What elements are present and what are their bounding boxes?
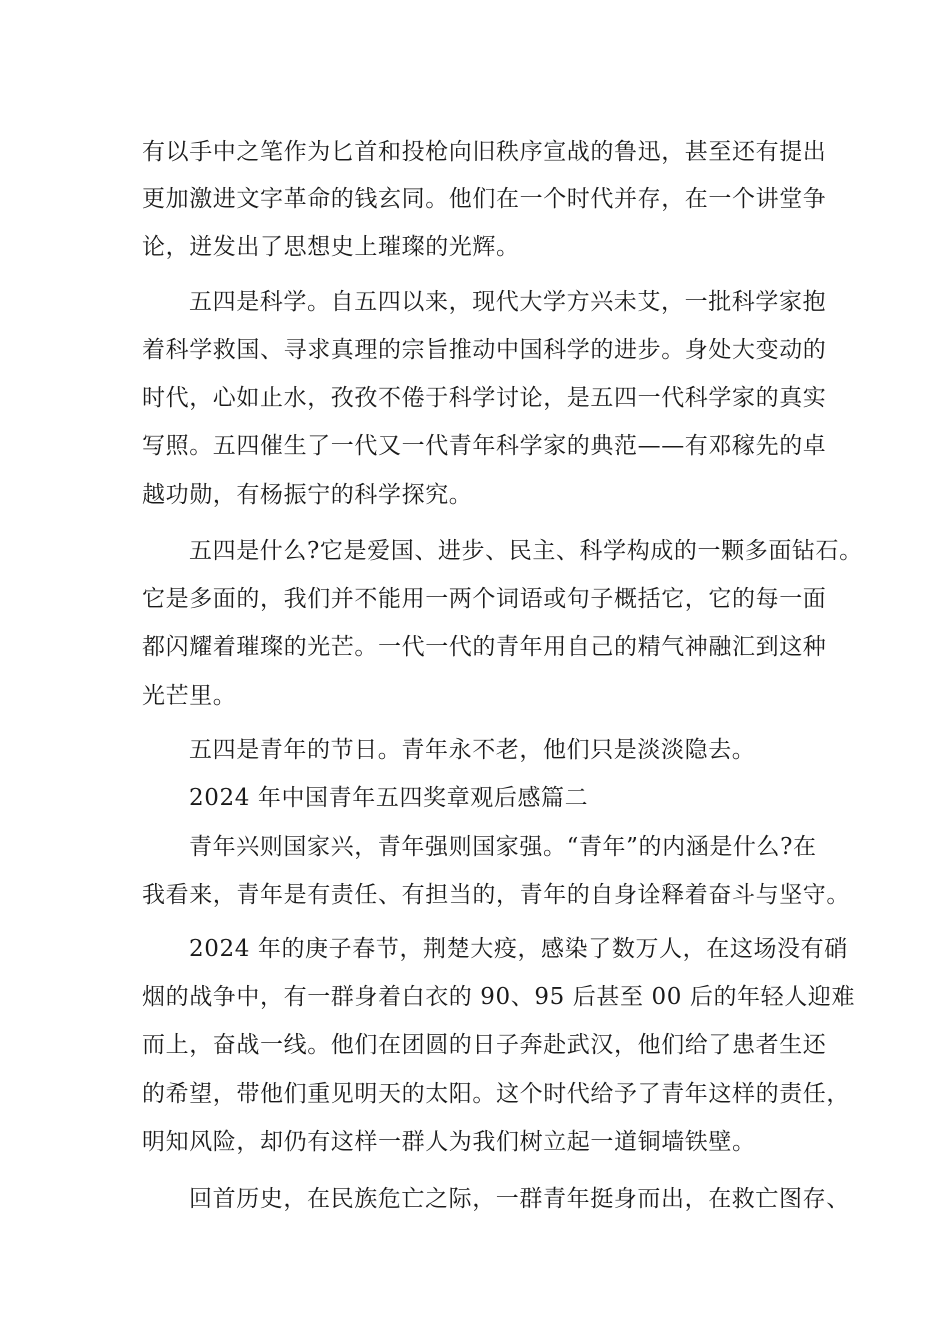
text-line: 写照。五四催生了一代又一代青年科学家的典范——有邓稼先的卓 [142,433,827,459]
text-line: 都闪耀着璀璨的光芒。一代一代的青年用自己的精气神融汇到这种 [142,634,827,660]
text-line: 论，迸发出了思想史上璀璨的光辉。 [142,234,520,260]
text-line: 2024 年的庚子春节，荆楚大疫，感染了数万人，在这场没有硝 [189,936,848,962]
text-line: 而上，奋战一线。他们在团圆的日子奔赴武汉，他们给了患者生还 [142,1032,827,1058]
text-line: 的希望，带他们重见明天的太阳。这个时代给予了青年这样的责任， [142,1081,850,1107]
text-line: 越功勋，有杨振宁的科学探究。 [142,482,473,508]
text-line: 青年兴则国家兴，青年强则国家强。“青年”的内涵是什么?在 [189,834,817,860]
text-line: 回首历史，在民族危亡之际，一群青年挺身而出，在救亡图存、 [189,1186,850,1212]
text-line: 有以手中之笔作为匕首和投枪向旧秩序宣战的鲁迅，甚至还有提出 [142,139,827,165]
text-line: 更加激进文字革命的钱玄同。他们在一个时代并存，在一个讲堂争 [142,186,827,212]
text-line: 烟的战争中，有一群身着白衣的 90、95 后甚至 00 后的年轻人迎难 [142,984,856,1010]
text-line: 五四是科学。自五四以来，现代大学方兴未艾，一批科学家抱 [189,289,827,315]
text-line: 光芒里。 [142,683,237,709]
text-line: 五四是青年的节日。青年永不老，他们只是淡淡隐去。 [189,737,756,763]
text-line: 它是多面的，我们并不能用一两个词语或句子概括它，它的每一面 [142,586,827,612]
text-line: 着科学救国、寻求真理的宗旨推动中国科学的进步。身处大变动的 [142,337,827,363]
text-line: 时代，心如止水，孜孜不倦于科学讨论，是五四一代科学家的真实 [142,385,827,411]
text-line: 明知风险，却仍有这样一群人为我们树立起一道铜墙铁壁。 [142,1129,756,1155]
text-line: 我看来，青年是有责任、有担当的，青年的自身诠释着奋斗与坚守。 [142,882,850,908]
text-line: 五四是什么?它是爱国、进步、民主、科学构成的一颗多面钻石。 [189,538,863,564]
section-heading: 2024 年中国青年五四奖章观后感篇二 [189,785,589,811]
